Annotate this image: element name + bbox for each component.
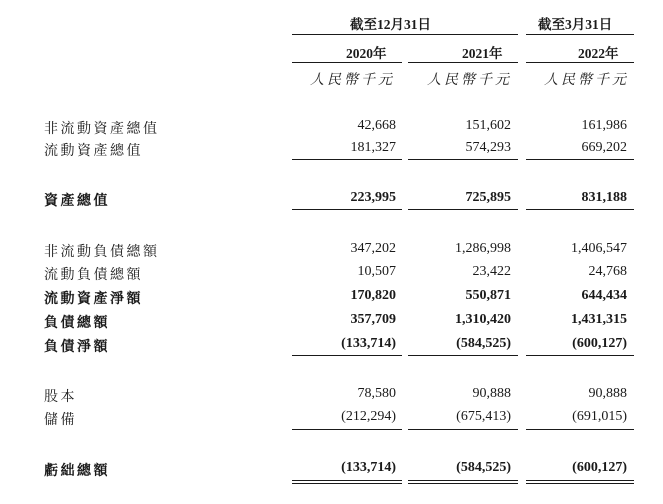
header-rule-mar (526, 34, 634, 35)
net-liabilities-rule (408, 355, 518, 356)
total-rule (408, 209, 518, 210)
equity-rule (526, 429, 634, 430)
row-label: 流動資產總值 (44, 144, 143, 159)
value-2020: 223,995 (350, 190, 396, 205)
value-2021: 725,895 (465, 190, 511, 205)
value-2021: 151,602 (465, 118, 511, 133)
value-2021: 550,871 (465, 288, 511, 303)
grand-total-double-rule (292, 480, 402, 484)
row-label: 非流動資產總值 (44, 122, 160, 137)
value-2021: 90,888 (472, 386, 511, 401)
year-2022: 2022年 (578, 46, 619, 61)
year-2021: 2021年 (462, 46, 503, 61)
grand-total-double-rule (408, 480, 518, 484)
value-2022: 644,434 (581, 288, 627, 303)
value-2022: (691,015) (572, 409, 627, 424)
value-2020: 78,580 (357, 386, 396, 401)
value-2020: 10,507 (357, 264, 396, 279)
row-label: 資產總值 (44, 194, 110, 209)
value-2021: 1,286,998 (455, 241, 511, 256)
value-2021: (584,525) (456, 336, 511, 351)
unit-2021: 人民幣千元 (427, 73, 512, 88)
row-label: 非流動負債總額 (44, 245, 160, 260)
period-header-mar: 截至3月31日 (538, 17, 613, 32)
period-header-dec: 截至12月31日 (350, 17, 431, 32)
value-2022: 90,888 (588, 386, 627, 401)
subtotal-rule (292, 159, 402, 160)
value-2020: (133,714) (341, 336, 396, 351)
value-2022: 669,202 (581, 140, 627, 155)
unit-2020: 人民幣千元 (310, 73, 395, 88)
row-label: 負債總額 (44, 316, 110, 331)
year-rule-2022 (526, 62, 634, 63)
year-rule-2020 (292, 62, 402, 63)
value-2021: (584,525) (456, 460, 511, 475)
header-rule-dec (292, 34, 518, 35)
row-label: 股本 (44, 390, 77, 405)
value-2020: (212,294) (341, 409, 396, 424)
value-2021: 574,293 (465, 140, 511, 155)
row-label: 負債淨額 (44, 340, 110, 355)
year-rule-2021 (408, 62, 518, 63)
value-2022: 1,406,547 (571, 241, 627, 256)
net-liabilities-rule (526, 355, 634, 356)
value-2020: 170,820 (350, 288, 396, 303)
value-2021: 1,310,420 (455, 312, 511, 327)
unit-2022: 人民幣千元 (544, 73, 629, 88)
value-2022: 24,768 (588, 264, 627, 279)
value-2022: (600,127) (572, 460, 627, 475)
value-2022: 831,188 (581, 190, 627, 205)
row-label: 流動資產淨額 (44, 292, 143, 307)
value-2020: 347,202 (350, 241, 396, 256)
value-2022: 161,986 (581, 118, 627, 133)
value-2021: (675,413) (456, 409, 511, 424)
year-2020: 2020年 (346, 46, 387, 61)
equity-rule (408, 429, 518, 430)
grand-total-double-rule (526, 480, 634, 484)
value-2020: 181,327 (350, 140, 396, 155)
subtotal-rule (408, 159, 518, 160)
value-2022: (600,127) (572, 336, 627, 351)
value-2022: 1,431,315 (571, 312, 627, 327)
value-2020: (133,714) (341, 460, 396, 475)
row-label: 儲備 (44, 413, 77, 428)
value-2020: 357,709 (350, 312, 396, 327)
value-2021: 23,422 (472, 264, 511, 279)
row-label: 流動負債總額 (44, 268, 143, 283)
value-2020: 42,668 (357, 118, 396, 133)
equity-rule (292, 429, 402, 430)
row-label: 虧絀總額 (44, 464, 110, 479)
subtotal-rule (526, 159, 634, 160)
total-rule (292, 209, 402, 210)
net-liabilities-rule (292, 355, 402, 356)
total-rule (526, 209, 634, 210)
